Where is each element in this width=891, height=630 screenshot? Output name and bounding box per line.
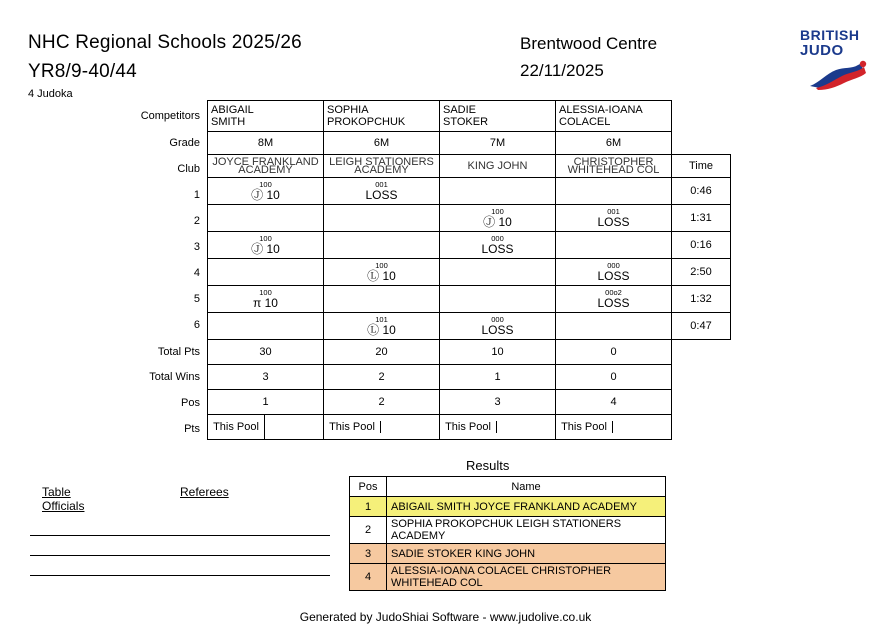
result-cell: [440, 259, 556, 286]
results-row: [350, 564, 666, 591]
result-cell: [208, 205, 324, 232]
time-header: Time: [672, 155, 731, 178]
total-wins-row: [208, 365, 731, 390]
pts-note: This Pool: [208, 415, 265, 439]
result-cell: [324, 232, 440, 259]
label-total-wins: Total Wins: [149, 371, 200, 383]
club-cell: CHRISTOPHER WHITEHEAD COL: [556, 155, 672, 178]
results-name: ABIGAIL SMITH JOYCE FRANKLAND ACADEMY: [387, 497, 666, 517]
label-contest-6: 6: [193, 319, 200, 331]
contest-row: [208, 259, 731, 286]
label-contest-4: 4: [193, 267, 200, 279]
result-cell: [440, 232, 556, 259]
result-cell: [556, 313, 672, 340]
contest-row: [208, 286, 731, 313]
score-code: 100: [259, 179, 272, 189]
pts-value: [265, 415, 324, 439]
total-points-cell: 10: [440, 340, 556, 365]
score-points: LOSS: [365, 187, 398, 202]
score-points: LOSS: [597, 295, 630, 310]
results-col-pos: Pos: [350, 477, 387, 497]
competitor-firstname: SADIE: [443, 104, 477, 116]
score-points: Ⓙ 10: [251, 241, 280, 256]
score-code: 000: [491, 233, 504, 243]
results-name: SADIE STOKER KING JOHN: [387, 544, 666, 564]
competitor-firstname: ALESSIA-IOANA: [559, 104, 643, 116]
position-cell: 2: [324, 390, 440, 415]
total-points-cell: 0: [556, 340, 672, 365]
competitor-lastname: SMITH: [211, 116, 246, 128]
referee-line[interactable]: [180, 518, 330, 536]
grade-cell: 7M: [440, 132, 556, 155]
score-code: 101: [375, 314, 388, 324]
position-cell: 4: [556, 390, 672, 415]
competitor-cell: [324, 101, 440, 132]
result-cell: [324, 205, 440, 232]
spacer-cell: [672, 415, 731, 440]
score-points: LOSS: [597, 268, 630, 283]
total-wins-cell: 0: [556, 365, 672, 390]
pool-table: [207, 100, 731, 440]
score-code: 001: [607, 206, 620, 216]
results-name: SOPHIA PROKOPCHUK LEIGH STATIONERS ACADEMY: [387, 517, 666, 544]
score-code: 000: [607, 260, 620, 270]
result-cell: [440, 205, 556, 232]
results-pos: 1: [350, 497, 387, 517]
score-points: Ⓛ 10: [367, 322, 396, 337]
result-cell: [440, 178, 556, 205]
pts-note: This Pool: [440, 421, 497, 433]
spacer-cell: [672, 101, 731, 132]
score-code: 100: [259, 233, 272, 243]
logo-line2: JUDO: [800, 42, 844, 59]
competitor-lastname: PROKOPCHUK: [327, 116, 406, 128]
competitor-lastname: COLACEL: [559, 116, 611, 128]
total-points-cell: 30: [208, 340, 324, 365]
total-wins-cell: 3: [208, 365, 324, 390]
british-judo-logo: [800, 28, 872, 90]
pts-cell: [556, 415, 672, 440]
competitor-lastname: STOKER: [443, 116, 489, 128]
pts-note: This Pool: [556, 421, 613, 433]
contest-time: 2:50: [672, 259, 731, 286]
spacer-cell: [672, 390, 731, 415]
competitor-firstname: ABIGAIL: [211, 104, 254, 116]
contest-time: 1:32: [672, 286, 731, 313]
competitor-firstname: SOPHIA: [327, 104, 369, 116]
result-cell: [556, 205, 672, 232]
results-row: [350, 517, 666, 544]
result-cell: [208, 232, 324, 259]
referee-line[interactable]: [180, 558, 330, 576]
pts-cell: [440, 415, 556, 440]
competitors-row: [208, 101, 731, 132]
result-cell: [440, 286, 556, 313]
contest-time: 1:31: [672, 205, 731, 232]
result-cell: [556, 259, 672, 286]
label-contest-5: 5: [193, 293, 200, 305]
result-cell: [324, 313, 440, 340]
position-cell: 3: [440, 390, 556, 415]
judoka-figure-icon: [806, 60, 870, 90]
label-contest-1: 1: [193, 189, 200, 201]
position-cell: 1: [208, 390, 324, 415]
score-code: 100: [375, 260, 388, 270]
results-name: ALESSIA-IOANA COLACEL CHRISTOPHER WHITEHEAD COL: [387, 564, 666, 591]
score-points: Ⓙ 10: [251, 187, 280, 202]
score-points: π 10: [253, 295, 278, 310]
grade-cell: 6M: [324, 132, 440, 155]
results-col-name: Name: [387, 477, 666, 497]
contest-row: [208, 205, 731, 232]
result-cell: [440, 313, 556, 340]
referees-label: Referees: [180, 485, 229, 499]
competitor-cell: [556, 101, 672, 132]
score-points: LOSS: [481, 241, 514, 256]
results-header-row: [350, 477, 666, 497]
score-points: Ⓛ 10: [367, 268, 396, 283]
pts-value: [613, 421, 672, 433]
total-wins-cell: 2: [324, 365, 440, 390]
result-cell: [208, 313, 324, 340]
score-code: 001: [375, 179, 388, 189]
spacer-cell: [672, 365, 731, 390]
pool-grid: [207, 100, 731, 440]
judoka-count: 4 Judoka: [28, 88, 73, 100]
result-cell: [324, 259, 440, 286]
pts-value: [381, 421, 440, 433]
label-grade: Grade: [169, 137, 200, 149]
pts-cell: [208, 415, 324, 440]
result-cell: [208, 259, 324, 286]
result-cell: [556, 286, 672, 313]
label-club: Club: [177, 163, 200, 175]
position-row: [208, 390, 731, 415]
result-cell: [208, 178, 324, 205]
grade-cell: 6M: [556, 132, 672, 155]
results-pos: 3: [350, 544, 387, 564]
contest-time: 0:46: [672, 178, 731, 205]
score-code: 100: [259, 287, 272, 297]
club-cell: JOYCE FRANKLAND ACADEMY: [208, 155, 324, 178]
label-contest-3: 3: [193, 241, 200, 253]
competitor-cell: [208, 101, 324, 132]
club-cell: LEIGH STATIONERS ACADEMY: [324, 155, 440, 178]
score-points: LOSS: [597, 214, 630, 229]
score-code: 100: [491, 206, 504, 216]
category-title: YR8/9-40/44: [28, 61, 137, 82]
contest-row: [208, 232, 731, 259]
label-contest-2: 2: [193, 215, 200, 227]
table-official-line[interactable]: [30, 558, 180, 576]
grade-row: [208, 132, 731, 155]
result-cell: [208, 286, 324, 313]
table-official-line[interactable]: [30, 518, 180, 536]
score-code: 000: [491, 314, 504, 324]
referee-line[interactable]: [180, 538, 330, 556]
spacer-cell: [672, 132, 731, 155]
contest-row: [208, 313, 731, 340]
total-points-row: [208, 340, 731, 365]
total-points-cell: 20: [324, 340, 440, 365]
venue-name: Brentwood Centre: [520, 34, 658, 53]
pts-note: This Pool: [324, 421, 381, 433]
results-pos: 4: [350, 564, 387, 591]
label-competitors: Competitors: [140, 110, 200, 122]
result-cell: [324, 286, 440, 313]
club-row: [208, 155, 731, 178]
results-pos: 2: [350, 517, 387, 544]
pts-value: [497, 421, 556, 433]
result-cell: [324, 178, 440, 205]
table-official-line[interactable]: [30, 538, 180, 556]
results-row: [350, 497, 666, 517]
footer-text: Generated by JudoShiai Software - www.judolive.co.uk: [299, 610, 592, 624]
club-cell: KING JOHN: [440, 155, 556, 178]
pts-cell: [324, 415, 440, 440]
label-pts: Pts: [184, 423, 200, 435]
table-officials-label: Table Officials: [42, 485, 85, 513]
result-cell: [556, 178, 672, 205]
event-date: 22/11/2025: [520, 61, 604, 80]
competitor-cell: [440, 101, 556, 132]
results-title: Results: [466, 458, 510, 473]
results-table: [349, 476, 666, 591]
spacer-cell: [672, 340, 731, 365]
label-total-pts: Total Pts: [157, 346, 200, 358]
event-title: NHC Regional Schools 2025/26: [28, 32, 302, 53]
result-cell: [556, 232, 672, 259]
contest-row: [208, 178, 731, 205]
contest-time: 0:47: [672, 313, 731, 340]
score-code: 00o2: [605, 287, 622, 297]
pts-row: [208, 415, 731, 440]
score-points: LOSS: [481, 322, 514, 337]
logo-line1: BRITISH: [800, 27, 860, 43]
total-wins-cell: 1: [440, 365, 556, 390]
label-pos: Pos: [181, 397, 200, 409]
results-row: [350, 544, 666, 564]
contest-time: 0:16: [672, 232, 731, 259]
score-points: Ⓙ 10: [483, 214, 512, 229]
grade-cell: 8M: [208, 132, 324, 155]
